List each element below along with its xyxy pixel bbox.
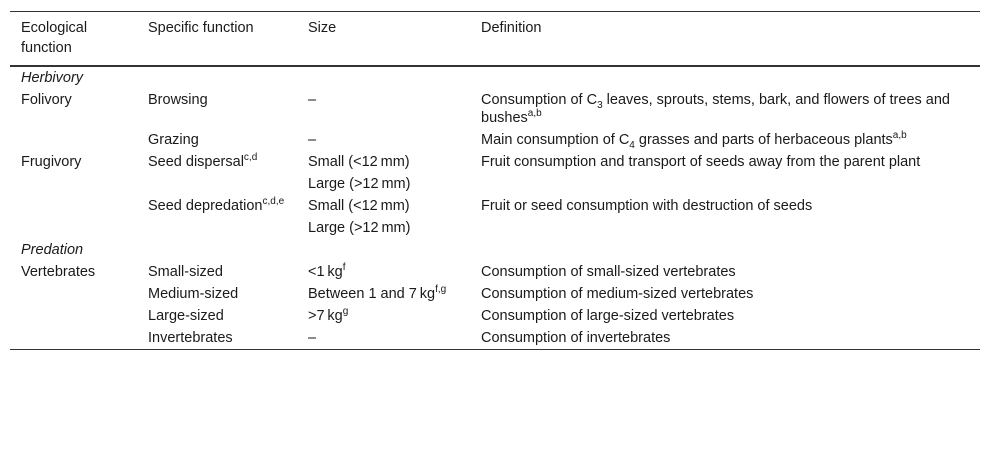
table-row — [10, 173, 980, 195]
size-cell: – — [308, 330, 317, 346]
specific-function-cell: Seed depredation$^{c,d,e}$ — [148, 196, 285, 214]
table-row — [10, 89, 980, 129]
ecological-function-cell — [10, 305, 137, 327]
header-ecological-function: Ecological function — [21, 20, 88, 56]
specific-function-cell: Grazing — [148, 132, 199, 148]
definition-cell — [470, 217, 980, 239]
table-row — [10, 261, 980, 283]
specific-function-cell: Seed dispersal$^{c,d}$ — [148, 152, 258, 170]
size-cell: Large (>12 mm) — [308, 220, 411, 236]
header-size: Size — [308, 20, 337, 36]
table-row — [10, 151, 980, 173]
specific-function-cell: Browsing — [148, 92, 208, 108]
ecological-function-cell — [10, 283, 137, 305]
ecological-function-table — [10, 11, 980, 350]
specific-function-cell: Small-sized — [148, 264, 223, 280]
ecological-function-cell — [10, 173, 137, 195]
ecological-function-cell — [10, 195, 137, 217]
table-row — [10, 327, 980, 350]
definition-cell: Fruit or seed consumption with destruction of seeds — [481, 198, 813, 214]
specific-function-cell: Medium-sized — [148, 286, 239, 302]
ecological-function-cell — [10, 129, 137, 151]
table-row — [10, 195, 980, 217]
table-row — [10, 283, 980, 305]
ecological-function-cell — [10, 217, 137, 239]
definition-cell: Fruit consumption and transport of seeds away from the parent plant — [481, 154, 921, 170]
ecological-function-cell: Frugivory — [21, 154, 82, 170]
section-label: Herbivory — [21, 70, 84, 86]
definition-cell: Consumption of medium-sized vertebrates — [481, 286, 754, 302]
section-row-predation — [10, 239, 980, 261]
table-row — [10, 129, 980, 151]
definition-cell: Consumption of large-sized vertebrates — [481, 308, 735, 324]
table-row — [10, 305, 980, 327]
size-cell: Large (>12 mm) — [308, 176, 411, 192]
size-cell: Small (<12 mm) — [308, 198, 410, 214]
section-label: Predation — [21, 242, 84, 258]
header-row — [10, 12, 980, 67]
ecological-function-cell: Vertebrates — [21, 264, 96, 280]
size-cell: Small (<12 mm) — [308, 154, 410, 170]
size-cell: <1 $kg^f$ — [308, 262, 346, 280]
definition-cell: Consumption of invertebrates — [481, 330, 671, 346]
header-definition: Definition — [481, 20, 542, 36]
table-row — [10, 217, 980, 239]
size-cell: – — [308, 92, 317, 108]
definition-cell: Consumption of $C_3$ leaves, sprouts, stems, bark, and flowers of trees and bushes$^{a,b}$ — [481, 92, 950, 126]
section-row-herbivory — [10, 66, 980, 89]
specific-function-cell: Large-sized — [148, 308, 224, 324]
specific-function-cell — [137, 173, 297, 195]
definition-cell: Consumption of small-sized vertebrates — [481, 264, 736, 280]
ecological-function-cell: Folivory — [21, 92, 72, 108]
specific-function-cell: Invertebrates — [148, 330, 233, 346]
definition-cell — [470, 173, 980, 195]
specific-function-cell — [137, 217, 297, 239]
ecological-function-cell — [10, 327, 137, 350]
size-cell: Between 1 and 7 kg$^{f,g}$ — [308, 284, 447, 302]
size-cell: >7 $kg^g$ — [308, 306, 349, 324]
size-cell: – — [308, 132, 317, 148]
definition-cell: Main consumption of $C_4$ grasses and parts of herbaceous plants$^{a,b}$ — [481, 130, 907, 151]
header-specific-function: Specific function — [148, 20, 254, 36]
